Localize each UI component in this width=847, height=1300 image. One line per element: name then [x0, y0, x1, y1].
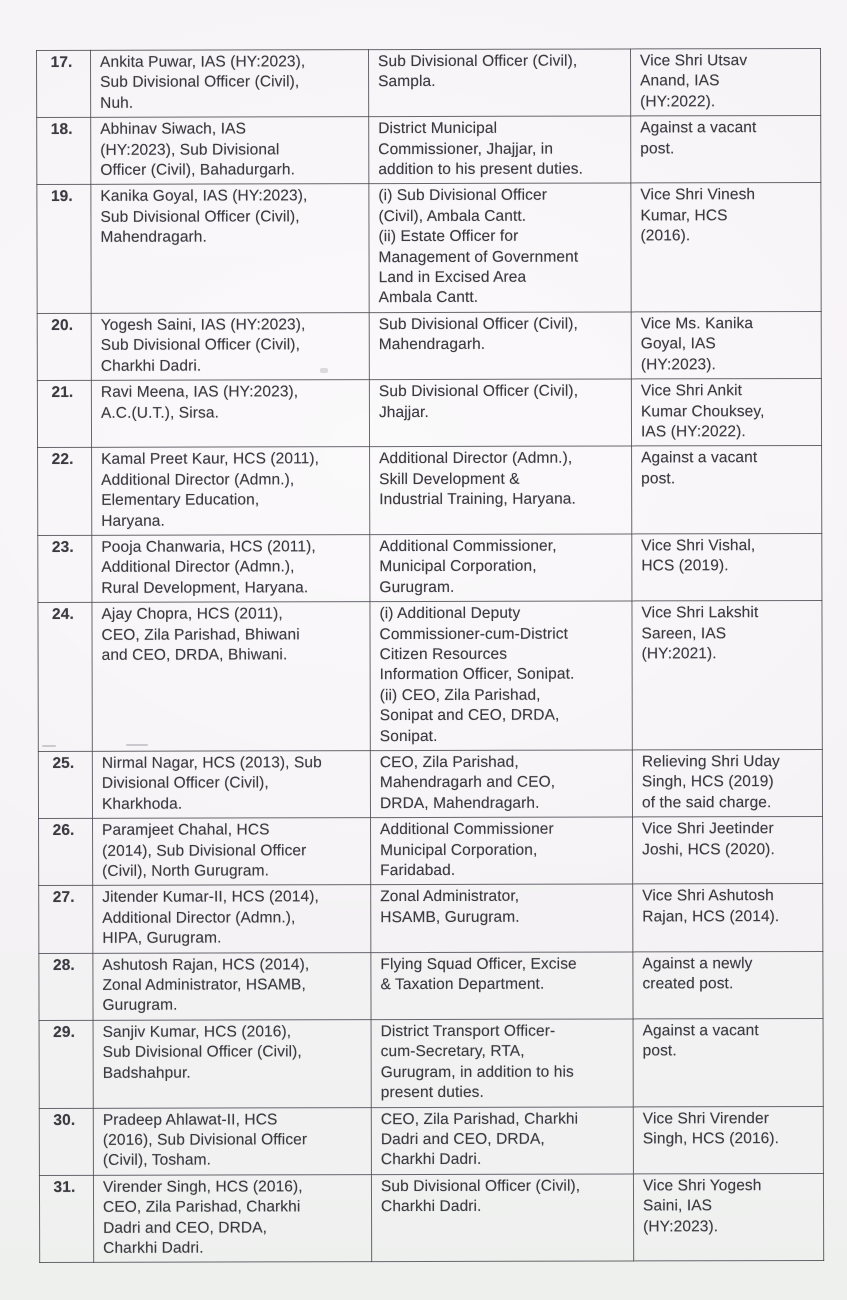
table-row — [37, 183, 821, 313]
remarks-cell: Vice Shri Vishal, HCS (2019). — [632, 533, 822, 601]
new-posting-cell: Sub Divisional Officer (Civil), Jhajjar. — [369, 379, 631, 447]
table-row — [37, 379, 821, 448]
serial-number-cell: 30. — [39, 1108, 93, 1175]
new-posting-cell: Flying Squad Officer, Excise & Taxation Department. — [371, 952, 633, 1020]
table-row — [39, 1106, 823, 1175]
new-posting-cell: CEO, Zila Parishad, Charkhi Dadri and CEO, DRDA, Charkhi Dadri. — [371, 1106, 633, 1174]
serial-number-cell: 22. — [38, 448, 92, 536]
new-posting-cell: Additional Commissioner, Municipal Corporation, Gurugram. — [370, 534, 632, 602]
new-posting-cell: District Municipal Commissioner, Jhajjar, in addition to his present duties. — [369, 116, 631, 184]
table-row — [37, 311, 821, 380]
officer-name-cell: Kanika Goyal, IAS (HY:2023), Sub Divisional Officer (Civil), Mahendragarh. — [91, 184, 369, 313]
remarks-cell: Vice Shri Virender Singh, HCS (2016). — [633, 1106, 823, 1174]
officer-name-cell: Kamal Preet Kaur, HCS (2011), Additional Director (Admn.), Elementary Education, Haryana. — [92, 447, 370, 535]
serial-number-cell: 17. — [37, 50, 91, 117]
serial-number-cell: 31. — [39, 1175, 93, 1263]
remarks-cell: Vice Shri Jeetinder Joshi, HCS (2020). — [633, 817, 823, 885]
table-row — [39, 884, 823, 953]
scan-artifact — [320, 368, 328, 373]
table-row — [37, 48, 821, 117]
officer-name-cell: Virender Singh, HCS (2016), CEO, Zila Parishad, Charkhi Dadri and CEO, DRDA, Charkhi Dadri. — [93, 1174, 371, 1262]
serial-number-cell: 25. — [38, 751, 92, 818]
remarks-cell: Vice Shri Ankit Kumar Chouksey, IAS (HY:2022). — [631, 379, 821, 447]
new-posting-cell: Zonal Administrator, HSAMB, Gurugram. — [371, 884, 633, 952]
new-posting-cell: District Transport Officer- cum-Secretary, RTA, Gurugram, in addition to his present duties. — [371, 1019, 633, 1107]
new-posting-cell: (i) Sub Divisional Officer (Civil), Ambala Cantt. (ii) Estate Officer for Management of Government Land in Excised Area Ambala Cantt. — [369, 183, 631, 312]
officer-name-cell: Abhinav Siwach, IAS (HY:2023), Sub Divisional Officer (Civil), Bahadurgarh. — [91, 117, 369, 185]
table-row — [38, 446, 822, 536]
serial-number-cell: 26. — [39, 819, 93, 886]
serial-number-cell: 27. — [39, 886, 93, 953]
remarks-cell: Vice Shri Vinesh Kumar, HCS (2016). — [631, 183, 821, 312]
remarks-cell: Vice Ms. Kanika Goyal, IAS (HY:2023). — [631, 311, 821, 379]
table-row — [39, 1173, 823, 1263]
remarks-cell: Against a vacant post. — [632, 446, 822, 534]
serial-number-cell: 20. — [37, 313, 91, 380]
officer-name-cell: Ravi Meena, IAS (HY:2023), A.C.(U.T.), Sirsa. — [91, 380, 369, 448]
new-posting-cell: CEO, Zila Parishad, Mahendragarh and CEO, DRDA, Mahendragarh. — [370, 750, 632, 818]
remarks-cell: Vice Shri Utsav Anand, IAS (HY:2022). — [630, 48, 820, 116]
officer-name-cell: Sanjiv Kumar, HCS (2016), Sub Divisional Officer (Civil), Badshahpur. — [93, 1020, 371, 1108]
remarks-cell: Against a vacant post. — [633, 1018, 823, 1106]
serial-number-cell: 24. — [38, 603, 92, 752]
officer-name-cell: Jitender Kumar-II, HCS (2014), Additional Director (Admn.), HIPA, Gurugram. — [93, 885, 371, 953]
new-posting-cell: Sub Divisional Officer (Civil), Sampla. — [369, 49, 631, 117]
table-row — [38, 601, 822, 752]
officer-name-cell: Pradeep Ahlawat-II, HCS (2016), Sub Divisional Officer (Civil), Tosham. — [93, 1107, 371, 1175]
transfer-table-body — [37, 48, 824, 1262]
table-row — [38, 533, 822, 602]
remarks-cell: Against a vacant post. — [631, 116, 821, 184]
table-row — [39, 817, 823, 886]
remarks-cell: Vice Shri Lakshit Sareen, IAS (HY:2021). — [632, 601, 822, 750]
serial-number-cell: 18. — [37, 118, 91, 185]
transfer-order-table — [36, 48, 824, 1263]
new-posting-cell: Additional Director (Admn.), Skill Development & Industrial Training, Haryana. — [370, 446, 632, 534]
officer-name-cell: Yogesh Saini, IAS (HY:2023), Sub Divisional Officer (Civil), Charkhi Dadri. — [91, 313, 369, 381]
remarks-cell: Vice Shri Ashutosh Rajan, HCS (2014). — [633, 884, 823, 952]
remarks-cell: Against a newly created post. — [633, 951, 823, 1019]
table-row — [39, 951, 823, 1020]
scan-artifact — [126, 744, 148, 746]
officer-name-cell: Ashutosh Rajan, HCS (2014), Zonal Administrator, HSAMB, Gurugram. — [93, 952, 371, 1020]
new-posting-cell: Sub Divisional Officer (Civil), Charkhi Dadri. — [371, 1174, 633, 1262]
officer-name-cell: Ankita Puwar, IAS (HY:2023), Sub Divisional Officer (Civil), Nuh. — [91, 50, 369, 118]
serial-number-cell: 21. — [37, 380, 91, 447]
serial-number-cell: 19. — [37, 185, 91, 314]
table-row — [39, 1018, 823, 1108]
scan-artifact — [42, 745, 56, 747]
serial-number-cell: 29. — [39, 1020, 93, 1108]
table-row — [38, 749, 822, 818]
serial-number-cell: 28. — [39, 953, 93, 1020]
serial-number-cell: 23. — [38, 535, 92, 602]
new-posting-cell: (i) Additional Deputy Commissioner-cum-District Citizen Resources Information Officer, Sonipat. (ii) CEO, Zila Parishad, Sonipat and CEO, DRDA, Sonipat. — [370, 601, 632, 751]
remarks-cell: Vice Shri Yogesh Saini, IAS (HY:2023). — [633, 1173, 823, 1261]
officer-name-cell: Pooja Chanwaria, HCS (2011), Additional Director (Admn.), Rural Development, Haryana. — [92, 535, 370, 603]
officer-name-cell: Ajay Chopra, HCS (2011), CEO, Zila Parishad, Bhiwani and CEO, DRDA, Bhiwani. — [92, 602, 370, 752]
table-row — [37, 116, 821, 185]
remarks-cell: Relieving Shri Uday Singh, HCS (2019) of the said charge. — [632, 749, 822, 817]
new-posting-cell: Additional Commissioner Municipal Corporation, Faridabad. — [371, 817, 633, 885]
officer-name-cell: Paramjeet Chahal, HCS (2014), Sub Divisional Officer (Civil), North Gurugram. — [93, 818, 371, 886]
officer-name-cell: Nirmal Nagar, HCS (2013), Sub Divisional Officer (Civil), Kharkhoda. — [92, 751, 370, 819]
new-posting-cell: Sub Divisional Officer (Civil), Mahendragarh. — [369, 312, 631, 380]
